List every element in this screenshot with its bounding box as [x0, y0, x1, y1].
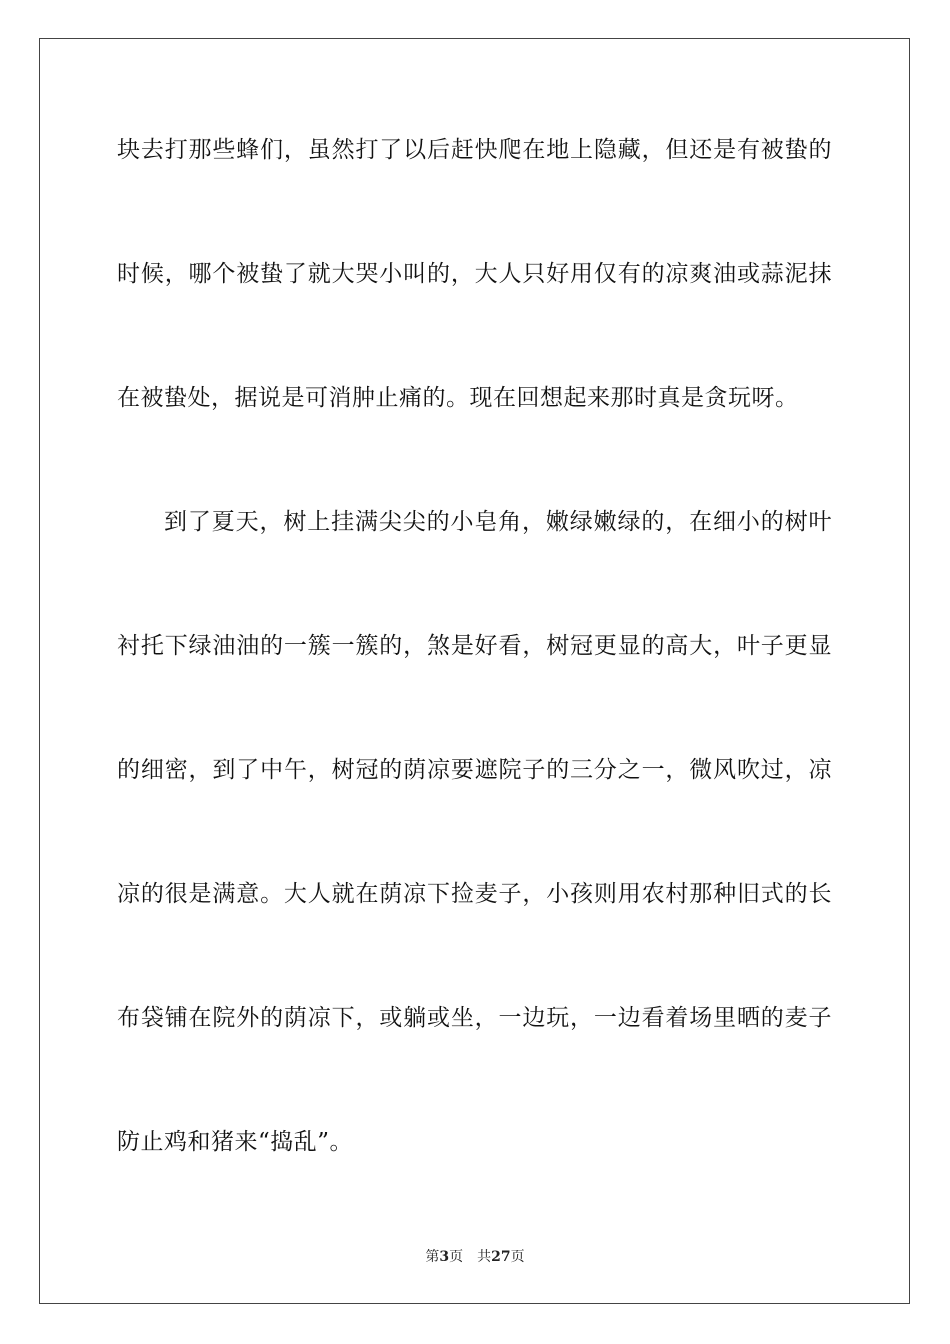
body-text-line: 在被蛰处，据说是可消肿止痛的。现在回想起来那时真是贪玩呀。	[117, 385, 799, 411]
body-text-line: 衬托下绿油油的一簇一簇的，煞是好看，树冠更显的高大，叶子更显	[117, 633, 832, 659]
paragraph-first-line: 到了夏天，树上挂满尖尖的小皂角，嫩绿嫩绿的，在细小的树叶	[164, 509, 832, 535]
page-border	[39, 38, 910, 1304]
page-footer	[0, 1248, 950, 1266]
page-label-prefix: 第	[425, 1249, 440, 1265]
page-label-suffix: 页	[449, 1249, 464, 1265]
body-text-line: 布袋铺在院外的荫凉下，或躺或坐，一边玩，一边看着场里晒的麦子	[117, 1005, 832, 1031]
body-text-line: 防止鸡和猪来“捣乱”。	[117, 1129, 354, 1155]
body-text-line: 凉的很是满意。大人就在荫凉下捡麦子，小孩则用农村那种旧式的长	[117, 881, 832, 907]
page-number: 3	[439, 1249, 450, 1265]
total-label-suffix: 页	[510, 1249, 525, 1265]
total-pages: 27	[491, 1249, 511, 1265]
body-text-line: 的细密，到了中午，树冠的荫凉要遮院子的三分之一，微风吹过，凉	[117, 757, 832, 783]
body-text-line: 时候，哪个被蛰了就大哭小叫的，大人只好用仅有的凉爽油或蒜泥抹	[117, 261, 832, 287]
body-text-line: 块去打那些蜂们，虽然打了以后赶快爬在地上隐藏，但还是有被蛰的	[117, 137, 832, 163]
total-label-prefix: 共	[477, 1249, 492, 1265]
